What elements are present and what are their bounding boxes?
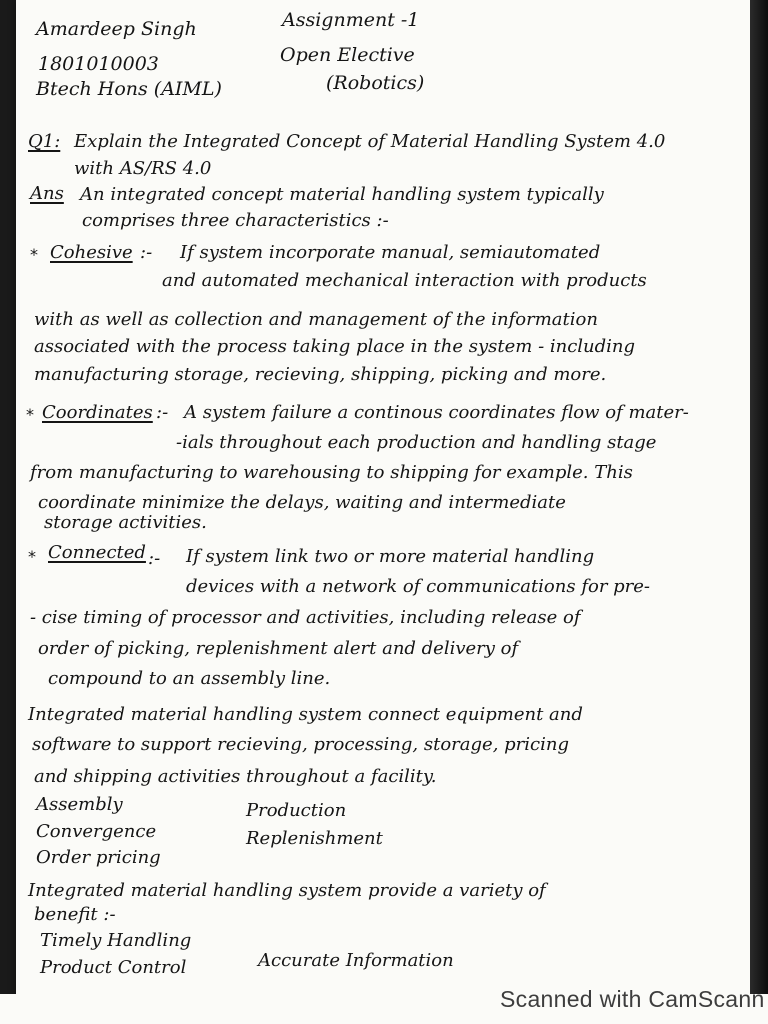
program-name: Btech Hons (AIML) (36, 78, 222, 100)
bullet-star: * (26, 405, 34, 424)
answer-label: Ans (30, 183, 64, 204)
coordinates-separator: :- (156, 402, 169, 423)
connected-separator: :- (148, 548, 161, 569)
list-item-replenishment: Replenishment (246, 828, 383, 849)
subject-name: Open Elective (280, 44, 415, 66)
page-edge-shadow (750, 0, 768, 994)
integrated-line-2: software to support recieving, processing, storage, pricing (32, 734, 569, 755)
coordinates-line-3: from manufacturing to warehousing to shipping for example. This (30, 462, 633, 483)
integrated-line-3: and shipping activities throughout a facility. (34, 766, 437, 787)
integrated-line-1: Integrated material handling system connect equipment and (28, 704, 583, 725)
cohesive-separator: :- (140, 242, 153, 263)
coordinates-line-5: storage activities. (44, 512, 207, 533)
connected-line-1: If system link two or more material handling (186, 546, 595, 567)
list-item-assembly: Assembly (36, 794, 123, 815)
connected-line-3: - cise timing of processor and activities, including release of (30, 607, 581, 628)
coordinates-line-1: A system failure a continous coordinates flow of mater- (184, 402, 689, 423)
benefits-line-2: benefit :- (34, 904, 116, 925)
connected-line-4: order of picking, replenishment alert and delivery of (38, 638, 519, 659)
topic-name: (Robotics) (326, 72, 425, 94)
benefit-accurate-information: Accurate Information (258, 950, 454, 971)
assignment-title: Assignment -1 (282, 9, 420, 31)
list-item-convergence: Convergence (36, 821, 157, 842)
connected-line-2: devices with a network of communications for pre- (186, 576, 651, 597)
question-line-1: Explain the Integrated Concept of Material Handling System 4.0 (74, 131, 666, 152)
student-name: Amardeep Singh (36, 18, 197, 40)
bullet-star: * (28, 547, 36, 566)
benefit-timely-handling: Timely Handling (40, 930, 192, 951)
list-item-production: Production (246, 800, 347, 821)
list-item-order-pricing: Order pricing (36, 847, 161, 868)
answer-intro-line-2: comprises three characteristics :- (82, 210, 389, 231)
question-label: Q1: (28, 131, 61, 152)
cohesive-line-2: and automated mechanical interaction with products (162, 270, 647, 291)
answer-intro-line-1: An integrated concept material handling system typically (80, 184, 604, 205)
cohesive-line-5: manufacturing storage, recieving, shipping, picking and more. (34, 364, 607, 385)
scanner-watermark: Scanned with CamScann (500, 986, 765, 1012)
coordinates-term: Coordinates (42, 402, 153, 423)
benefit-product-control: Product Control (40, 957, 187, 978)
cohesive-line-1: If system incorporate manual, semiautomated (180, 242, 601, 263)
roll-number: 1801010003 (38, 53, 159, 75)
question-line-2: with AS/RS 4.0 (74, 158, 212, 179)
coordinates-line-4: coordinate minimize the delays, waiting and intermediate (38, 492, 566, 513)
connected-term: Connected (48, 542, 146, 563)
cohesive-line-4: associated with the process taking place in the system - including (34, 336, 636, 357)
cohesive-line-3: with as well as collection and management of the information (34, 309, 598, 330)
benefits-line-1: Integrated material handling system provide a variety of (28, 880, 546, 901)
connected-line-5: compound to an assembly line. (48, 668, 331, 689)
bullet-star: * (30, 245, 38, 264)
coordinates-line-2: -ials throughout each production and handling stage (176, 432, 657, 453)
cohesive-term: Cohesive (50, 242, 133, 263)
